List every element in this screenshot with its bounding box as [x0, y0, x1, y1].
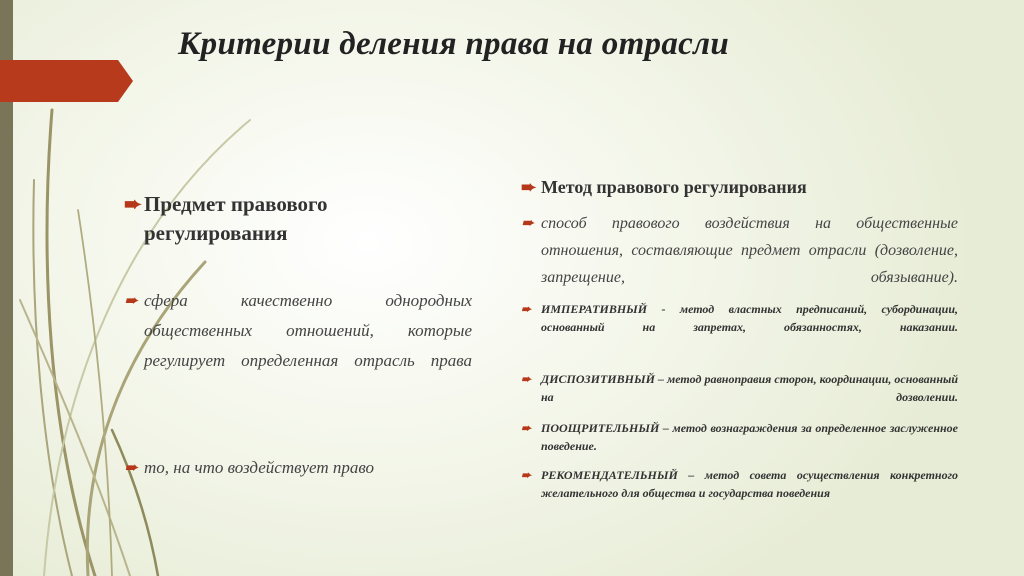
- slide-title: Критерии деления права на отрасли: [178, 26, 729, 62]
- method-type-desc: метод вознаграждения за определенное заслуженное поведение.: [541, 421, 959, 453]
- method-type-text: [541, 466, 958, 502]
- arrow-bullet-icon: ➨: [521, 372, 532, 386]
- method-type-item: [521, 370, 958, 406]
- method-type-name: ДИСПОЗИТИВНЫЙ: [541, 372, 655, 386]
- left-note: то, на что воздействует право: [144, 458, 375, 477]
- method-type-dash: –: [688, 468, 695, 482]
- method-type-desc: метод совета осуществления конкретного желательного для общества и государства поведения: [541, 468, 959, 500]
- method-type-name: ПООЩРИТЕЛЬНЫЙ: [541, 421, 660, 435]
- method-type-item: [521, 466, 958, 502]
- method-type-desc: метод властных предписаний, субординации, основанный на запретах, обязанностях, наказании.: [541, 302, 959, 334]
- left-heading-item: [124, 190, 384, 248]
- method-type-name: РЕКОМЕНДАТЕЛЬНЫЙ: [541, 468, 678, 482]
- arrow-bullet-icon: ➨: [124, 192, 142, 216]
- method-type-text: [541, 419, 958, 455]
- method-type-item: [521, 419, 958, 455]
- method-type-item: [521, 300, 958, 336]
- left-definition: сфера качественно однородных общественных отношений, которые регулирует определенная отрасль права: [144, 291, 472, 370]
- method-type-desc: метод равноправия сторон, координации, основанный на дозволении.: [541, 372, 959, 404]
- method-type-text: [541, 370, 958, 406]
- left-heading: Предмет правового регулирования: [144, 192, 328, 245]
- method-type-dash: –: [662, 421, 669, 435]
- right-heading: Метод правового регулирования: [541, 177, 807, 197]
- method-type-name: ИМПЕРАТИВНЫЙ: [541, 302, 648, 316]
- arrow-bullet-icon: ➨: [124, 458, 139, 477]
- method-type-text: [541, 300, 958, 336]
- left-definition-item: [124, 286, 472, 376]
- right-definition: способ правового воздействия на общественные отношения, составляющие предмет отрасли (дозволение, запрещение, обязывание).: [541, 215, 958, 286]
- arrow-bullet-icon: ➨: [521, 302, 532, 316]
- arrow-bullet-icon: ➨: [521, 177, 537, 197]
- arrow-bullet-icon: ➨: [124, 291, 139, 310]
- method-type-dash: -: [661, 302, 666, 316]
- left-note-item: [124, 453, 472, 483]
- method-type-dash: –: [658, 372, 664, 386]
- arrow-bullet-icon: ➨: [521, 215, 535, 232]
- right-definition-item: [521, 210, 958, 291]
- arrow-bullet-icon: ➨: [521, 421, 532, 435]
- right-heading-item: [521, 176, 961, 198]
- arrow-bullet-icon: ➨: [521, 468, 532, 482]
